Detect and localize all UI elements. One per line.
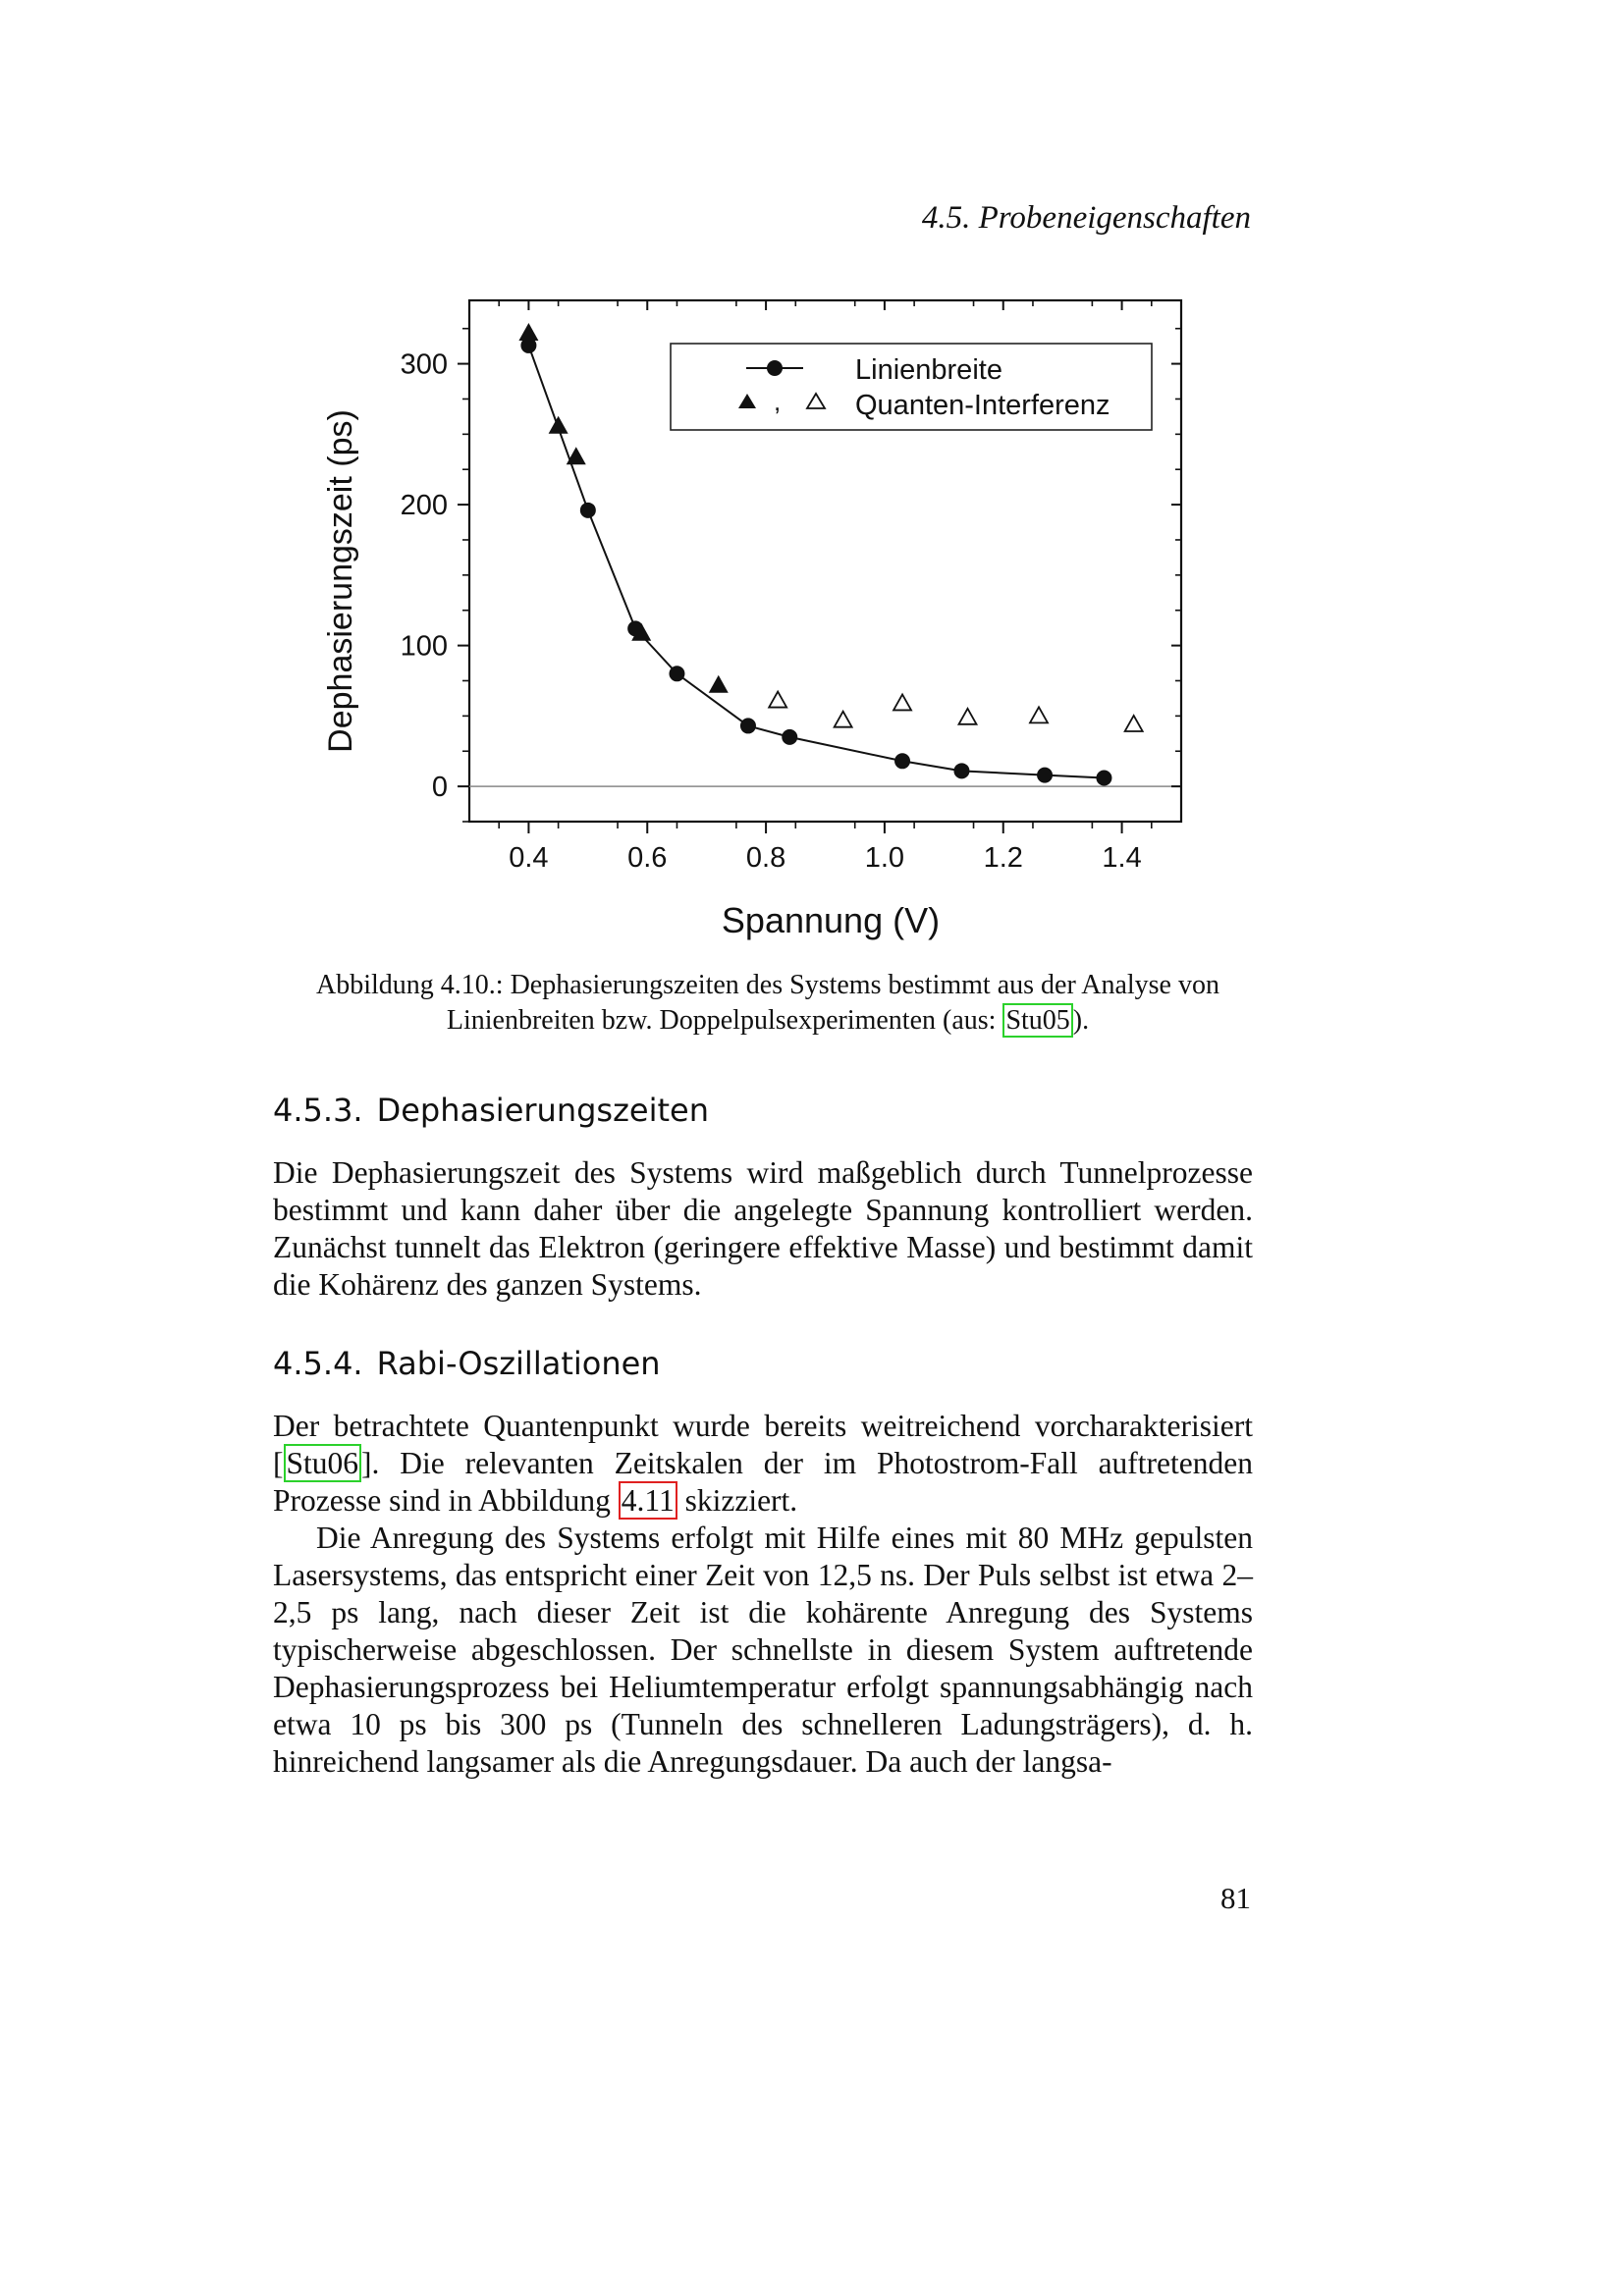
paragraph-1-text-b: ]. Die relevanten Zeitskalen der im Photostrom-Fall auftretenden Prozesse sind in Abbildung [273, 1446, 1253, 1518]
linienbreite-point [740, 718, 756, 733]
citation-link-stu05[interactable]: Stu05 [1002, 1003, 1072, 1038]
section-title: Dephasierungszeiten [376, 1092, 709, 1129]
legend-label-quanten-interferenz: Quanten-Interferenz [855, 390, 1110, 421]
paragraph-text: Die Dephasierungszeit des Systems wird maßgeblich durch Tunnelprozesse bestimmt und kann daher über die angelegte Spannung kontrolliert werden. Zunächst tunnelt das Elektron (geringere effektive Masse) und bestimmt damit die Kohärenz des ganzen Systems. [273, 1155, 1253, 1302]
quanten-interferenz-open-point [1125, 716, 1143, 731]
quanten-interferenz-open-point [959, 709, 977, 724]
quanten-interferenz-open-point [1030, 707, 1048, 722]
legend-label-linienbreite: Linienbreite [855, 354, 1002, 386]
x-tick-label: 1.4 [1102, 842, 1142, 874]
quanten-interferenz-filled-point [518, 323, 538, 341]
x-tick-label: 0.8 [745, 842, 786, 874]
section-number: 4.5.4. [273, 1345, 363, 1382]
y-tick-label: 100 [400, 630, 448, 663]
paragraph-1-text-c: skizziert. [677, 1483, 798, 1518]
quanten-interferenz-filled-point [549, 416, 568, 434]
linienbreite-point [1096, 771, 1111, 786]
running-header: 4.5. Probeneigenschaften [921, 200, 1251, 236]
section-title: Rabi-Oszillationen [376, 1345, 661, 1382]
figure-ref-link-4-11[interactable]: 4.11 [619, 1481, 677, 1520]
citation-link-stu06[interactable]: Stu06 [284, 1444, 362, 1482]
y-tick-label: 200 [400, 490, 448, 522]
linienbreite-point [1037, 768, 1053, 783]
paragraph-1-text-a: Der betrachtete Quantenpunkt wurde bereits weitreichend vorcharakterisiert [ [273, 1409, 1253, 1480]
paragraph-rabi-oszillationen [273, 1408, 1253, 1781]
linienbreite-point [894, 753, 910, 769]
section-number: 4.5.3. [273, 1092, 363, 1129]
legend-circle-marker [767, 360, 783, 376]
quanten-interferenz-open-point [769, 692, 786, 708]
x-tick-label: 1.0 [864, 842, 905, 874]
x-axis-label: Spannung (V) [721, 900, 941, 940]
dephasing-chart [312, 287, 1235, 954]
paragraph-2: Die Anregung des Systems erfolgt mit Hilfe eines mit 80 MHz gepulsten Lasersystems, das entspricht einer Zeit von 12,5 ns. Der Puls selbst ist etwa 2–2,5 ps lang, nach dieser Zeit ist die kohärente Anregung des Systems typischerweise abgeschlossen. Der schnellste in diesem System auftretende Dephasierungsprozess bei Heliumtemperatur erfolgt spannungsabhängig nach etwa 10 ps bis 300 ps (Tunneln des schnelleren Ladungsträgers), d. h. hinreichend langsamer als die Anregungsdauer. Da auch der langsa- [273, 1521, 1253, 1779]
legend-separator: , [774, 387, 782, 416]
page-number: 81 [1220, 1881, 1251, 1915]
paragraph-1 [273, 1408, 1253, 1520]
x-tick-label: 0.4 [509, 842, 549, 874]
section-heading-4-5-3 [273, 1092, 709, 1129]
quanten-interferenz-open-point [835, 712, 852, 727]
caption-label: Abbildung 4.10.: [316, 970, 504, 1000]
y-tick-label: 300 [400, 348, 448, 381]
quanten-interferenz-filled-point [709, 675, 729, 693]
legend [671, 344, 1152, 430]
linienbreite-point [669, 666, 684, 681]
linienbreite-point [953, 763, 969, 778]
caption-text: Dephasierungszeiten des Systems bestimmt aus der Analyse von Linienbreiten bzw. Doppelpulsexperimenten (aus: [446, 970, 1219, 1036]
linienbreite-point [580, 503, 596, 518]
x-tick-label: 0.6 [627, 842, 668, 874]
figure-caption [312, 968, 1223, 1039]
quanten-interferenz-open-point [893, 694, 911, 710]
y-tick-label: 0 [431, 772, 448, 804]
y-axis-label: Dephasierungszeit (ps) [322, 409, 359, 753]
paragraph-dephasierungszeiten [273, 1154, 1253, 1304]
x-tick-label: 1.2 [983, 842, 1023, 874]
caption-end: ). [1072, 1005, 1090, 1036]
section-heading-4-5-4 [273, 1345, 661, 1382]
linienbreite-point [782, 729, 797, 745]
